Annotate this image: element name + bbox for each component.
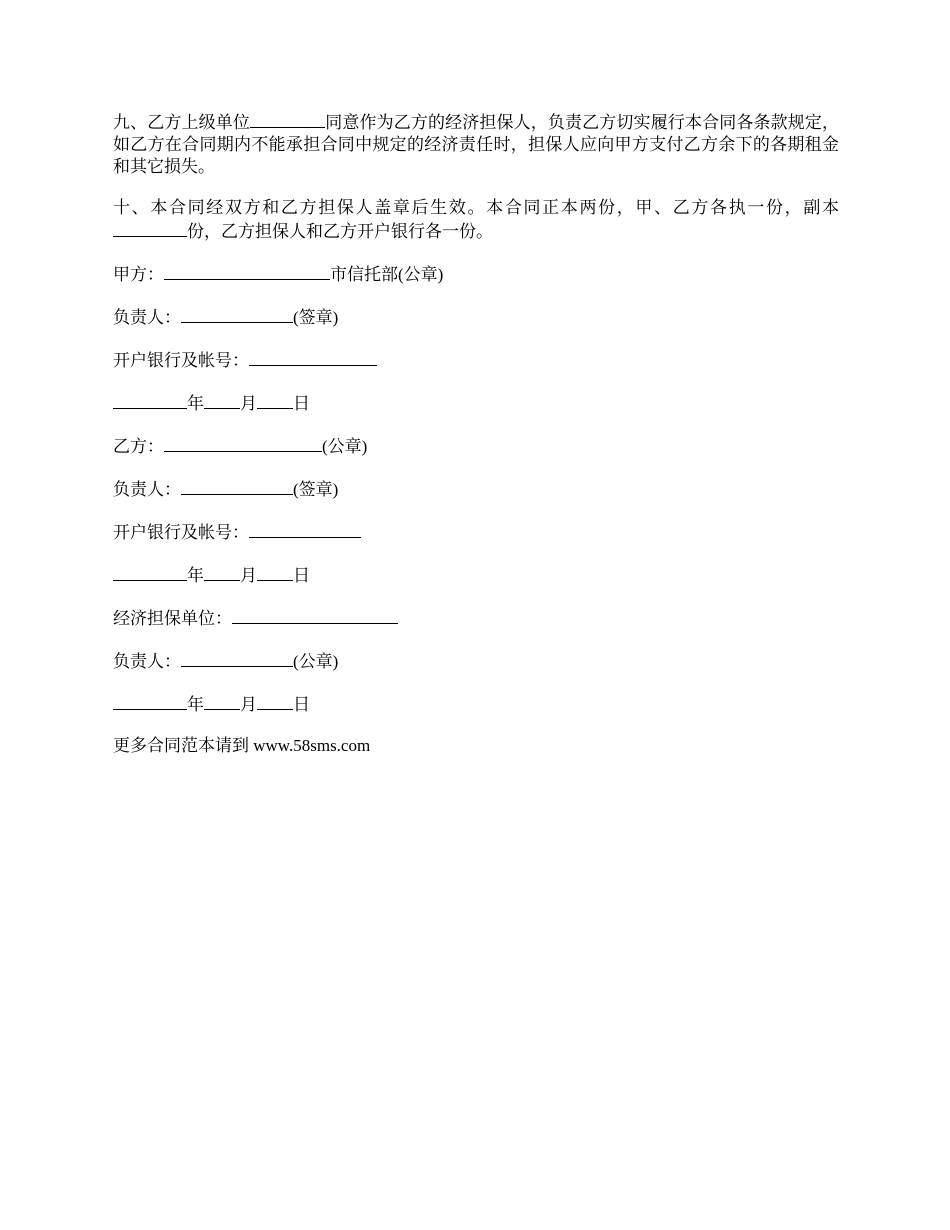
party-b-line [113, 434, 839, 458]
party-a-manager-label: 负责人： [113, 308, 181, 327]
guarantor-year-label: 年 [187, 695, 204, 714]
clause-nine [113, 110, 839, 178]
party-b-manager-line [113, 477, 839, 501]
clause-ten [113, 197, 839, 243]
party-b-date-line [113, 563, 839, 587]
guarantor-day-blank [257, 692, 293, 710]
party-a-manager-line [113, 305, 839, 329]
party-a-day-label: 日 [293, 394, 310, 413]
clause-nine-body: 同意作为乙方的经济担保人，负责乙方切实履行本合同各条款规定，如乙方在合同期内不能承担合同中规定的经济责任时，担保人应向甲方支付乙方余下的各期租金和其它损失。 [113, 113, 840, 176]
guarantor-manager-label: 负责人： [113, 652, 181, 671]
superior-unit-blank [250, 110, 325, 128]
party-a-manager-suffix: (签章) [293, 308, 339, 327]
party-b-day-label: 日 [293, 566, 310, 585]
party-a-day-blank [257, 391, 293, 409]
clause-ten-intro: 十、本合同经双方和乙方担保人盖章后生效。本合同正本两份，甲、乙方各执一份，副本 [113, 198, 839, 217]
party-b-year-label: 年 [187, 566, 204, 585]
party-b-manager-blank [181, 477, 293, 495]
party-a-bank-line [113, 348, 839, 372]
guarantor-date-line [113, 692, 839, 716]
guarantor-name-blank [232, 606, 398, 624]
party-a-month-label: 月 [240, 394, 257, 413]
party-a-suffix: 市信托部(公章) [330, 265, 444, 284]
party-b-suffix: (公章) [322, 437, 368, 456]
party-a-date-line [113, 391, 839, 415]
guarantor-label: 经济担保单位： [113, 609, 232, 628]
guarantor-manager-blank [181, 649, 293, 667]
party-b-month-blank [204, 563, 240, 581]
guarantor-manager-line [113, 649, 839, 673]
clause-ten-body: 份，乙方担保人和乙方开户银行各一份。 [187, 222, 493, 241]
party-a-line [113, 262, 839, 286]
party-b-year-blank [113, 563, 187, 581]
party-b-bank-line [113, 520, 839, 544]
party-b-label: 乙方： [113, 437, 164, 456]
party-b-month-label: 月 [240, 566, 257, 585]
guarantor-month-label: 月 [240, 695, 257, 714]
guarantor-year-blank [113, 692, 187, 710]
footer-line [113, 735, 839, 757]
party-b-bank-blank [249, 520, 361, 538]
party-a-name-blank [164, 262, 330, 280]
party-b-manager-label: 负责人： [113, 480, 181, 499]
party-b-name-blank [164, 434, 322, 452]
party-b-manager-suffix: (签章) [293, 480, 339, 499]
guarantor-month-blank [204, 692, 240, 710]
party-a-month-blank [204, 391, 240, 409]
party-a-bank-blank [249, 348, 377, 366]
guarantor-line [113, 606, 839, 630]
party-a-manager-blank [181, 305, 293, 323]
party-a-year-label: 年 [187, 394, 204, 413]
guarantor-day-label: 日 [293, 695, 310, 714]
guarantor-manager-suffix: (公章) [293, 652, 339, 671]
party-a-year-blank [113, 391, 187, 409]
copies-count-blank [113, 219, 187, 237]
party-a-label: 甲方： [113, 265, 164, 284]
party-a-bank-label: 开户银行及帐号： [113, 351, 249, 370]
party-b-bank-label: 开户银行及帐号： [113, 523, 249, 542]
contract-page [113, 110, 839, 776]
clause-nine-intro: 九、乙方上级单位 [113, 113, 251, 132]
party-b-day-blank [257, 563, 293, 581]
footer-text: 更多合同范本请到 www.58sms.com [113, 736, 371, 755]
